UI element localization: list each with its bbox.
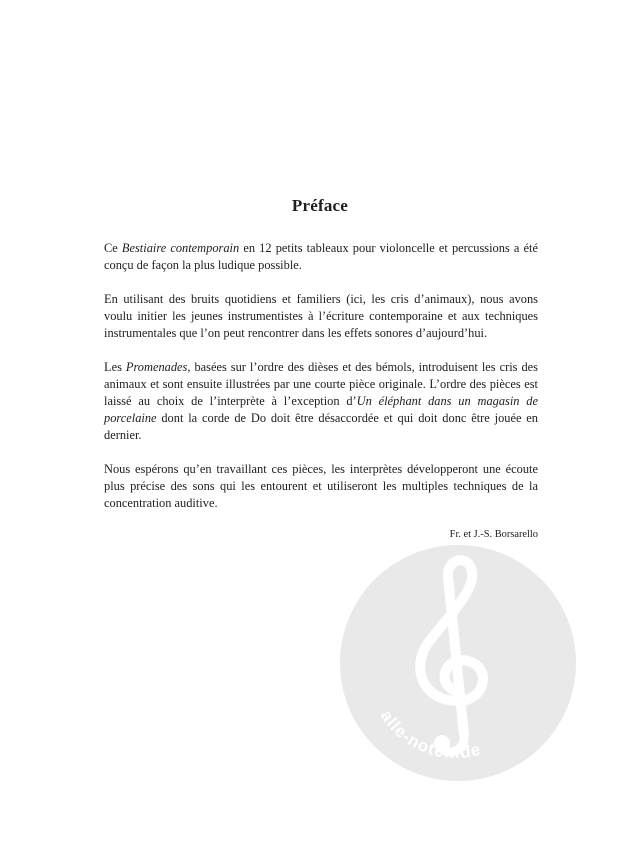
paragraph-3-text-e: dont la corde de Do doit être désaccordée et qui doit donc être jouée en dernier. xyxy=(104,411,538,442)
paragraph-1-text-c: en 12 petits tableaux pour violoncelle et percussions a été conçu de façon la plus ludique possible. xyxy=(104,241,538,272)
paragraph-2: En utilisant des bruits quotidiens et familiers (ici, les cris d’animaux), nous avons voulu initier les jeunes instrumentistes à l’écriture contemporaine et aux techniques instrumentales que l’on peut rencontrer dans les effets sonores d’aujourd’hui. xyxy=(104,292,538,340)
paragraph-1 xyxy=(104,240,538,274)
signature: Fr. et J.-S. Borsarello xyxy=(449,529,538,540)
watermark-logo xyxy=(340,545,576,781)
paragraph-4: Nous espérons qu’en travaillant ces pièces, les interprètes développeront une écoute plus précise des sons qui les entourent et utiliseront les multiples techniques de la concentration auditive. xyxy=(104,462,538,510)
page-title: Préface xyxy=(291,196,349,215)
paragraph-3-italic-promenades: Promenades xyxy=(125,360,188,374)
watermark-text: alle-noten.de xyxy=(376,706,484,763)
paragraph-3-text-c: , basées sur l’ordre des dièses et des bémols, introduisent les cris des animaux et sont ensuite illustrées par une courte pièce originale. L’ordre des pièces est laissé au choix de l’interprète à l’exception d’ xyxy=(104,360,538,408)
paragraph-1-text-a: Ce xyxy=(104,241,122,255)
paragraph-3-italic-piece-title: Un éléphant dans un magasin de porcelaine xyxy=(104,394,538,425)
paragraph-3-text-a: Les xyxy=(104,360,126,374)
paragraph-3 xyxy=(104,359,538,444)
paragraph-1-italic-title: Bestiaire contemporain xyxy=(121,241,240,255)
preface-body xyxy=(104,240,538,542)
